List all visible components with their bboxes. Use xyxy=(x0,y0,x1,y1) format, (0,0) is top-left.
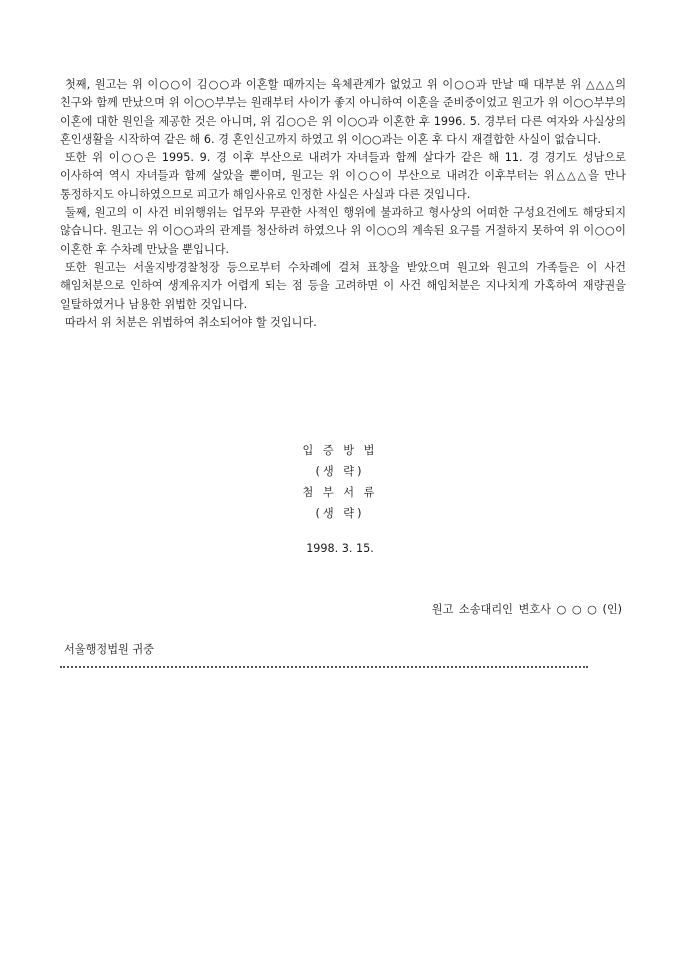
paragraph-second-ground: 둘째, 원고의 이 사건 비위행위는 업무와 무관한 사적인 행위에 불과하고 형사상의 어떠한 구성요건에도 해당되지 않습니다. 원고는 위 이○○과의 관계를 청산하려 하였으나 위 이○○의 계속된 요구를 거절하지 못하여 위 이○○이 이혼한 후 수차례 만났을 뿐입니다. xyxy=(60,206,626,256)
attorney-signature: 원고 소송대리인 변호사 ○ ○ ○ (인) xyxy=(431,603,622,616)
dotted-divider xyxy=(60,666,588,668)
paragraph-first-ground: 첫째, 원고는 위 이○○이 김○○과 이혼할 때까지는 육체관계가 없었고 위 이○○과 만날 때 대부분 위 △△△의 친구와 함께 만났으며 위 이○○부부는 원래부터 사이가 좋지 아니하여 이혼을 준비중이었고 원고가 위 이○○부부의 이혼에 대한 원인을 제공한 것은 아니며, 위 김○○은 위 이○○과 이혼한 후 1996. 5. 경부터 다른 여자와 사실상의 혼인생활을 시작하여 같은 해 6. 경 혼인신고까지 하였고 위 이○○과는 이혼 후 다시 재결합한 사실이 없습니다. xyxy=(60,78,626,146)
body-text xyxy=(60,76,626,332)
evidence-title: 입 증 방 법 xyxy=(302,444,378,457)
addressee-court: 서울행정법원 귀중 xyxy=(64,643,155,656)
paragraph-first-ground-continued: 또한 위 이○○은 1995. 9. 경 이후 부산으로 내려가 자녀들과 함께 살다가 같은 해 11. 경 경기도 성남으로 이사하여 역시 자녀들과 함께 살았을 뿐이며, 원고는 위 이○○이 부산으로 내려간 이후부터는 위△△△을 만나 통정하지도 아니하였으므로 피고가 해임사유로 인정한 사실은 사실과 다른 것입니다. xyxy=(60,151,626,201)
attachments-title: 첨 부 서 류 xyxy=(302,486,378,499)
filing-date: 1998. 3. 15. xyxy=(306,542,374,555)
attachments-note: (생 략) xyxy=(315,507,365,520)
paragraph-second-ground-continued: 또한 원고는 서울지방경찰청장 등으로부터 수차례에 걸쳐 표창을 받았으며 원고와 원고의 가족들은 이 사건 해임처분으로 인하여 생계유지가 어렵게 되는 점 등을 고려하면 이 사건 해임처분은 지나치게 가혹하여 재량권을 일탈하였거나 남용한 위법한 것입니다. xyxy=(60,260,626,311)
paragraph-conclusion: 따라서 위 처분은 위법하여 취소되어야 할 것입니다. xyxy=(65,315,317,329)
evidence-note: (생 략) xyxy=(315,465,365,478)
evidence-and-attachments xyxy=(0,440,680,524)
